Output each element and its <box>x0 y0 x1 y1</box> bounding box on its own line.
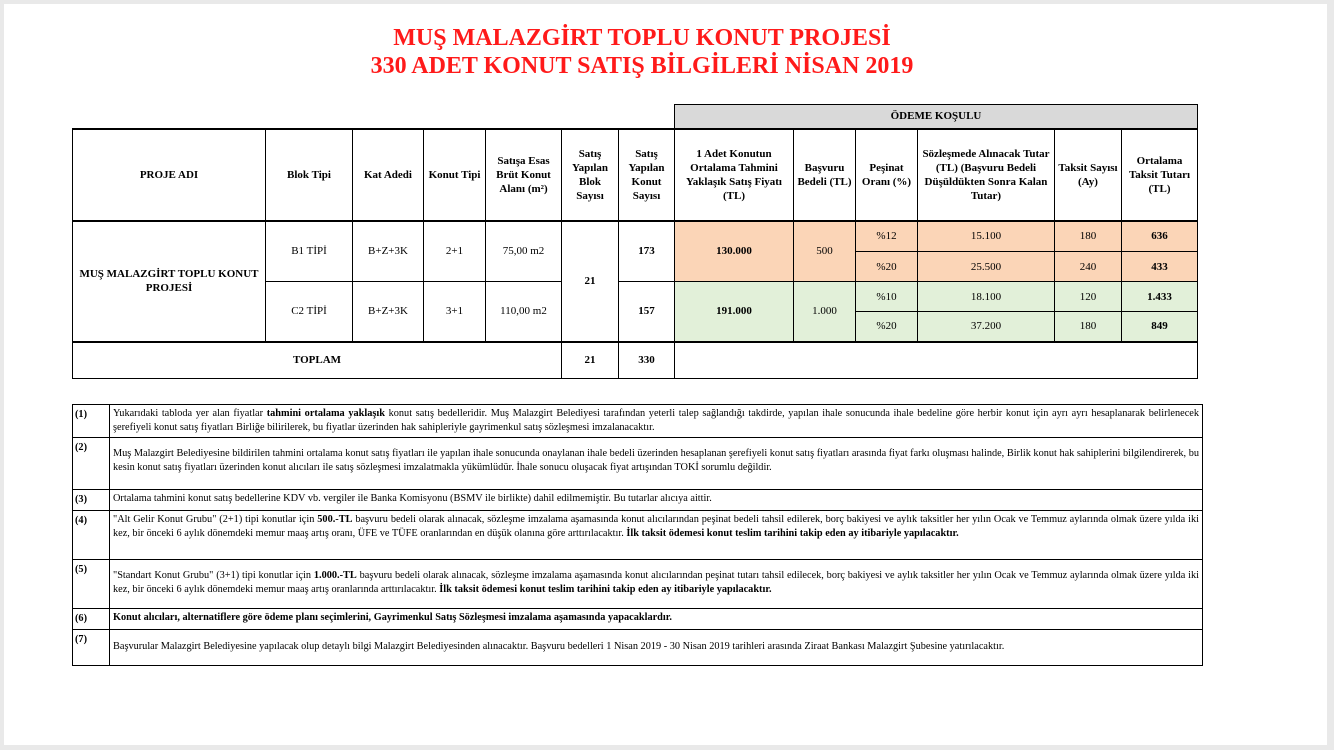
c2-basvuru-bedeli: 1.000 <box>794 282 856 342</box>
notes-table <box>72 404 1203 666</box>
note-text-3 <box>110 490 1203 511</box>
note-part: Yukarıdaki tabloda yer alan fiyatlar <box>113 408 267 419</box>
b1-kat-adedi: B+Z+3K <box>353 221 424 282</box>
header-brut-alan: Satışa Esas Brüt Konut Alanı (m²) <box>486 129 562 221</box>
c2-pesinat-2: %20 <box>856 312 918 342</box>
toplam-blok: 21 <box>562 342 619 379</box>
note-row <box>73 609 1203 630</box>
note-row <box>73 560 1203 609</box>
c2-sozlesme-1: 18.100 <box>918 282 1055 312</box>
c2-kat-adedi: B+Z+3K <box>353 282 424 342</box>
note-part-bold: 500.-TL <box>317 514 353 525</box>
toplam-konut: 330 <box>619 342 675 379</box>
note-row <box>73 490 1203 511</box>
c2-konut-tipi: 3+1 <box>424 282 486 342</box>
header-kat-adedi: Kat Adedi <box>353 129 424 221</box>
b1-taksit-2: 240 <box>1055 252 1122 282</box>
note-text-5 <box>110 560 1203 609</box>
b1-konut-tipi: 2+1 <box>424 221 486 282</box>
c2-ortalama-1: 1.433 <box>1122 282 1198 312</box>
b1-pesinat-1: %12 <box>856 221 918 252</box>
c2-sozlesme-2: 37.200 <box>918 312 1055 342</box>
odeme-kosulu-header: ÖDEME KOŞULU <box>675 105 1198 129</box>
c2-taksit-1: 120 <box>1055 282 1122 312</box>
blok-sayisi-total: 21 <box>562 221 619 342</box>
header-proje-adi: PROJE ADI <box>73 129 266 221</box>
header-sozlesme-tutar: Sözleşmede Alınacak Tutar (TL) (Başvuru Bedeli Düşüldükten Sonra Kalan Tutar) <box>918 129 1055 221</box>
b1-konut-sayisi: 173 <box>619 221 675 282</box>
note-text-1 <box>110 405 1203 438</box>
b1-taksit-1: 180 <box>1055 221 1122 252</box>
b1-basvuru-bedeli: 500 <box>794 221 856 282</box>
note-number: (6) <box>73 609 110 630</box>
note-part: "Standart Konut Grubu" (3+1) tipi konutlar için <box>113 570 314 581</box>
b1-satis-fiyati: 130.000 <box>675 221 794 282</box>
c2-taksit-2: 180 <box>1055 312 1122 342</box>
c2-pesinat-1: %10 <box>856 282 918 312</box>
note-row <box>73 405 1203 438</box>
header-blok-sayisi: Satış Yapılan Blok Sayısı <box>562 129 619 221</box>
note-text-7 <box>110 630 1203 666</box>
b1-blok-tipi: B1 TİPİ <box>266 221 353 282</box>
note-part-bold: 1.000.-TL <box>313 570 357 581</box>
note-part-bold: İlk taksit ödemesi konut teslim tarihini takip eden ay itibariyle yapılacaktır. <box>439 584 772 595</box>
document-title: MUŞ MALAZGİRT TOPLU KONUT PROJESİ <box>393 25 891 51</box>
toplam-empty <box>675 342 1198 379</box>
note-part-bold: tahmini ortalama yaklaşık <box>266 408 385 419</box>
b1-sozlesme-1: 15.100 <box>918 221 1055 252</box>
header-blok-tipi: Blok Tipi <box>266 129 353 221</box>
header-basvuru-bedeli: Başvuru Bedeli (TL) <box>794 129 856 221</box>
note-text-6 <box>110 609 1203 630</box>
note-row <box>73 511 1203 560</box>
note-number: (5) <box>73 560 110 609</box>
header-konut-tipi: Konut Tipi <box>424 129 486 221</box>
note-number: (3) <box>73 490 110 511</box>
blank-header-area <box>73 105 675 129</box>
c2-satis-fiyati: 191.000 <box>675 282 794 342</box>
note-row <box>73 438 1203 490</box>
c2-ortalama-2: 849 <box>1122 312 1198 342</box>
note-part: "Alt Gelir Konut Grubu" (2+1) tipi konutlar için <box>113 514 318 525</box>
sales-info-table <box>72 104 1198 379</box>
toplam-label: TOPLAM <box>73 342 562 379</box>
note-part: başvuru bedeli olarak alınacak, sözleşme imzalama aşamasında konut alıcılarından peşinat bedeli tahsil edilerek, borç bakiyesi ve aylık taksitler her yılın Ocak ve Temmuz aylarında olmak üzere yılda iki kez, bir önceki 6 aylık dönemdeki memur maaş artış oranı, ÜFE ve TÜFE oranlarından en düşük olanına göre arttırılacaktır. <box>113 514 1199 539</box>
b1-sozlesme-2: 25.500 <box>918 252 1055 282</box>
note-text-4 <box>110 511 1203 560</box>
document-subtitle: 330 ADET KONUT SATIŞ BİLGİLERİ NİSAN 2019 <box>370 53 914 79</box>
b1-ortalama-1: 636 <box>1122 221 1198 252</box>
header-satis-fiyati: 1 Adet Konutun Ortalama Tahmini Yaklaşık Satış Fiyatı (TL) <box>675 129 794 221</box>
c2-brut-alan: 110,00 m2 <box>486 282 562 342</box>
note-part-bold: İlk taksit ödemesi konut teslim tarihini takip eden ay itibariyle yapılacaktır. <box>626 528 959 539</box>
note-number: (4) <box>73 511 110 560</box>
b1-brut-alan: 75,00 m2 <box>486 221 562 282</box>
c2-blok-tipi: C2 TİPİ <box>266 282 353 342</box>
note-part: Başvurular Malazgirt Belediyesine yapılacak olup detaylı bilgi Malazgirt Belediyesinden alınacaktır. Başvuru bedelleri 1 Nisan 2019 - 30 Nisan 2019 tarihleri arasında Ziraat Bankası Malazgirt Şubesine yatırılacaktır. <box>113 641 1005 652</box>
project-name-cell: MUŞ MALAZGİRT TOPLU KONUT PROJESİ <box>73 221 266 342</box>
note-number: (2) <box>73 438 110 490</box>
note-part: Muş Malazgirt Belediyesine bildirilen tahmini ortalama konut satış fiyatları ile yapılan ihale sonucunda onaylanan ihale bedeli üzerinden hesaplanan şerefiyeli konut satış fiyatları arasında fiyat farkı oluşması halinde, Birlik konut hak sahiplerini bilgilendirerek, bu kesin konut satış fiyatları üzerinden konut alıcıları ile satış sözleşmesi imzalatmakla yükümlüdür. İhale sonucu oluşacak fiyat artışından TOKİ sorumlu değildir. <box>113 448 1200 473</box>
c2-konut-sayisi: 157 <box>619 282 675 342</box>
b1-ortalama-2: 433 <box>1122 252 1198 282</box>
header-taksit-sayisi: Taksit Sayısı (Ay) <box>1055 129 1122 221</box>
header-ortalama-taksit: Ortalama Taksit Tutarı (TL) <box>1122 129 1198 221</box>
note-number: (7) <box>73 630 110 666</box>
note-number: (1) <box>73 405 110 438</box>
header-pesinat-orani: Peşinat Oranı (%) <box>856 129 918 221</box>
header-konut-sayisi: Satış Yapılan Konut Sayısı <box>619 129 675 221</box>
note-part: konut satış bedelleridir. Muş Malazgirt Belediyesi tarafından yeterli talep sağlandığı takdirde, yapılan ihale sonucunda ihale bedeline göre herbir konut için ayrı ayrı hesaplanarak belirlenecek şerefiyeli konut satış fiyatları Birliğe bilirilerek, bu fiyatlar üzerinden hak sahipleriyle gayrimenkul satış sözleşmesi imzalanacaktır. <box>113 408 1200 433</box>
note-part: başvuru bedeli olarak alınacak, sözleşme imzalama aşamasında konut alıcılarından peşinat tutarı tahsil edilecek, borç bakiyesi ve aylık taksitler her yılın Ocak ve Temmuz aylarında olmak üzere yılda iki kez, bir önceki 6 aylık dönemdeki memur maaş artış oranlarında arttırılacaktır. <box>113 570 1199 595</box>
b1-pesinat-2: %20 <box>856 252 918 282</box>
note-part-bold: Konut alıcıları, alternatiflere göre ödeme planı seçimlerini, Gayrimenkul Satış Sözleşmesi imzalama aşamasında yapacaklardır. <box>113 612 672 623</box>
note-text-2 <box>110 438 1203 490</box>
note-row <box>73 630 1203 666</box>
note-part: Ortalama tahmini konut satış bedellerine KDV vb. vergiler ile Banka Komisyonu (BSMV ile birlikte) dahil edilmemiştir. Bu tutarlar alıcıya aittir. <box>113 493 712 504</box>
document-page <box>4 4 1327 745</box>
